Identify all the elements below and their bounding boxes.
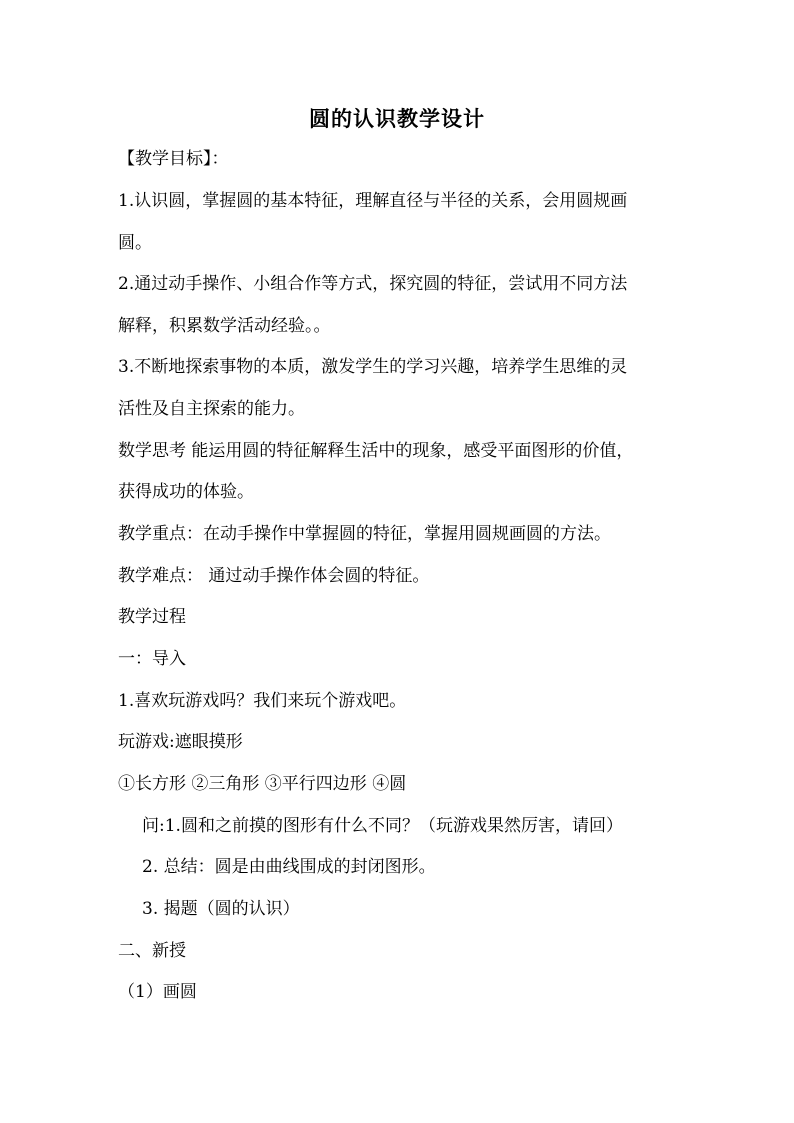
game-title: 玩游戏:遮眼摸形 xyxy=(118,732,243,752)
objective-3-line-1: 3.不断地探索事物的本质，激发学生的学习兴趣，培养学生思维的灵 xyxy=(118,357,628,377)
math-thinking-line-1: 数学思考 能运用圆的特征解释生活中的现象，感受平面图形的价值， xyxy=(118,441,634,461)
objective-1-line-1: 1.认识圆，掌握圆的基本特征，理解直径与半径的关系，会用圆规画 xyxy=(118,191,628,211)
key-point: 教学重点：在动手操作中掌握圆的特征，掌握用圆规画圆的方法。 xyxy=(118,524,611,544)
section-intro-heading: 一：导入 xyxy=(118,649,186,669)
question-line: 问:1.圆和之前摸的图形有什么不同？（玩游戏果然厉害，请回） xyxy=(142,816,623,836)
document-title: 圆的认识教学设计 xyxy=(309,106,485,131)
process-heading: 教学过程 xyxy=(118,607,186,627)
topic-line: 3. 揭题（圆的认识） xyxy=(142,899,300,919)
objective-1-line-2: 圆。 xyxy=(118,233,152,253)
difficult-point: 教学难点： 通过动手操作体会圆的特征。 xyxy=(118,566,430,586)
intro-item-1: 1.喜欢玩游戏吗？我们来玩个游戏吧。 xyxy=(118,691,407,711)
objective-3-line-2: 活性及自主探索的能力。 xyxy=(118,399,305,419)
summary-line: 2. 总结：圆是由曲线围成的封闭图形。 xyxy=(142,857,436,877)
subsection-draw-circle: （1）画圆 xyxy=(118,982,197,1002)
math-thinking-line-2: 获得成功的体验。 xyxy=(118,482,254,502)
objective-2-line-2: 解释，积累数学活动经验。。 xyxy=(118,316,331,336)
shape-list: ①长方形 ②三角形 ③平行四边形 ④圆 xyxy=(118,774,407,794)
objectives-heading: 【教学目标】： xyxy=(118,149,229,169)
objective-2-line-1: 2.通过动手操作、小组合作等方式，探究圆的特征，尝试用不同方法 xyxy=(118,274,628,294)
section-new-heading: 二、新授 xyxy=(118,941,186,961)
